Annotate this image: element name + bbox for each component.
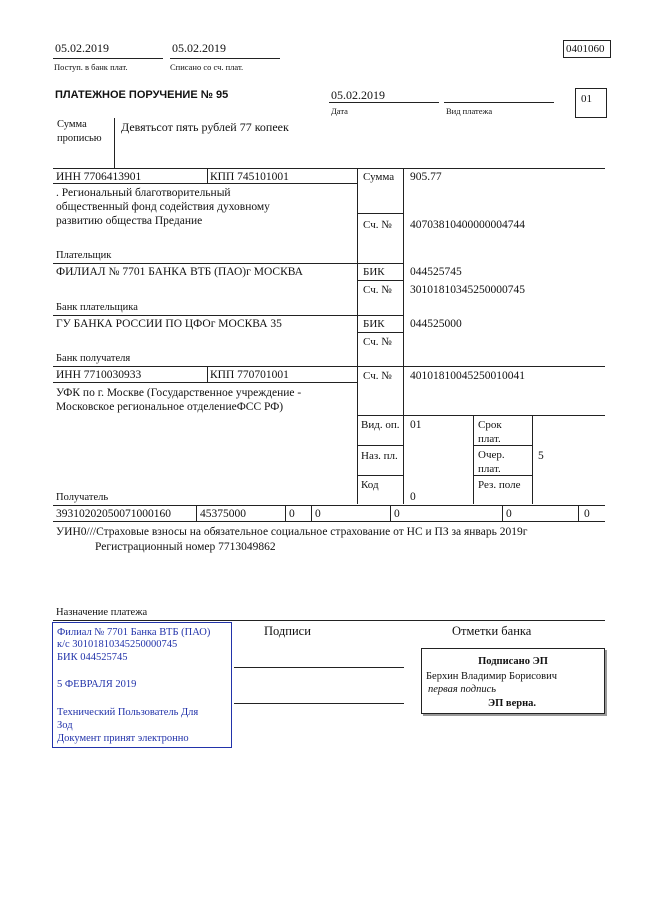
bank-marks-label: Отметки банка xyxy=(452,624,532,638)
bank-stamp-line: Зод xyxy=(57,720,73,731)
payer-account: 40703810400000004744 xyxy=(410,219,525,231)
order-date: 05.02.2019 xyxy=(331,88,385,102)
divider xyxy=(53,521,605,522)
payer-name: общественный фонд содействия духовному xyxy=(56,201,270,213)
op-type-label: Вид. оп. xyxy=(361,419,400,431)
divider xyxy=(357,168,358,504)
budget-field: 0 xyxy=(315,508,321,520)
payer-bank-bik: 044525745 xyxy=(410,266,462,278)
divider xyxy=(53,620,605,621)
status-code-box xyxy=(575,88,607,118)
priority-label: плат. xyxy=(478,463,501,475)
divider xyxy=(403,168,404,504)
op-type: 01 xyxy=(410,419,422,431)
amount-words-label: Сумма xyxy=(57,119,87,130)
esig-role: первая подпись xyxy=(428,684,497,695)
date-received: 05.02.2019 xyxy=(55,41,109,55)
payee-account: 40101810045250010041 xyxy=(410,370,525,382)
divider xyxy=(53,505,605,506)
amount-words-label: прописью xyxy=(57,133,102,144)
budget-field: 0 xyxy=(584,508,590,520)
budget-kbk: 39310202050071000160 xyxy=(56,508,171,520)
date-debited: 05.02.2019 xyxy=(172,41,226,55)
payee-bank-corr-label: Сч. № xyxy=(363,336,392,348)
divider xyxy=(532,415,533,504)
esig-title: Подписано ЭП xyxy=(478,656,548,667)
signature-line-1 xyxy=(234,667,404,668)
status-code: 01 xyxy=(581,93,592,105)
bank-stamp-line: БИК 044525745 xyxy=(57,652,128,663)
page-title: ПЛАТЕЖНОЕ ПОРУЧЕНИЕ № 95 xyxy=(55,89,229,101)
payee-bank-bik-label: БИК xyxy=(363,318,385,330)
electronic-signature-box xyxy=(421,648,605,714)
payee-bank-name: ГУ БАНКА РОССИИ ПО ЦФОг МОСКВА 35 xyxy=(56,318,282,330)
budget-field: 0 xyxy=(289,508,295,520)
esig-name: Берхин Владимир Борисович xyxy=(426,671,557,682)
divider xyxy=(114,118,115,168)
payment-purpose-label: Назначение платежа xyxy=(56,607,148,618)
divider xyxy=(170,58,280,59)
payer-account-label: Сч. № xyxy=(363,219,392,231)
payee-account-label: Сч. № xyxy=(363,370,392,382)
payer-bank-corr-label: Сч. № xyxy=(363,284,392,296)
priority-value: 5 xyxy=(538,450,544,462)
payment-type-label: Вид платежа xyxy=(446,106,493,116)
divider xyxy=(357,332,403,333)
divider xyxy=(285,505,286,521)
term-label: плат. xyxy=(478,433,501,445)
date-debited-label: Списано со сч. плат. xyxy=(170,62,244,72)
budget-field: 0 xyxy=(506,508,512,520)
payer-inn: ИНН 7706413901 xyxy=(56,171,142,183)
divider xyxy=(53,263,403,264)
bank-stamp-line: Технический Пользователь Для xyxy=(57,707,199,718)
divider xyxy=(53,168,605,169)
payer-kpp: КПП 745101001 xyxy=(210,171,289,183)
amount-words: Девятьсот пять рублей 77 копеек xyxy=(121,120,289,134)
payer-bank-name: ФИЛИАЛ № 7701 БАНКА ВТБ (ПАО)г МОСКВА xyxy=(56,266,303,278)
divider xyxy=(357,280,403,281)
divider xyxy=(196,505,197,521)
order-date-label: Дата xyxy=(331,106,348,116)
payee-name: Московское региональное отделениеФСС РФ) xyxy=(56,401,284,413)
signature-line-2 xyxy=(234,703,404,704)
divider xyxy=(357,415,605,416)
divider xyxy=(53,58,163,59)
payer-name: развитию общества Предание xyxy=(56,215,203,227)
signatures-label: Подписи xyxy=(264,624,311,638)
divider xyxy=(444,102,554,103)
bank-stamp-line: к/с 30101810345250000745 xyxy=(57,639,178,650)
budget-oktmo: 45375000 xyxy=(200,508,246,520)
divider xyxy=(53,366,605,367)
divider xyxy=(502,505,503,521)
divider xyxy=(357,475,403,476)
payee-name: УФК по г. Москве (Государственное учреждение - xyxy=(56,387,302,399)
divider xyxy=(357,445,403,446)
divider xyxy=(390,505,391,521)
payer-name: . Региональный благотворительный xyxy=(56,187,231,199)
priority-label: Очер. xyxy=(478,449,505,461)
code-label: Код xyxy=(361,479,379,491)
date-received-label: Поступ. в банк плат. xyxy=(54,62,128,72)
payee-bank-label: Банк получателя xyxy=(56,353,131,364)
budget-field: 0 xyxy=(394,508,400,520)
payer-amount: 905.77 xyxy=(410,171,442,183)
term-label: Срок xyxy=(478,419,502,431)
payment-purpose: УИН0///Страховые взносы на обязательное социальное страхование от НС и ПЗ за январь 2019г xyxy=(56,526,528,538)
payer-bank-corr-account: 30101810345250000745 xyxy=(410,284,525,296)
divider xyxy=(207,168,208,183)
payee-label: Получатель xyxy=(56,492,109,503)
payer-label: Плательщик xyxy=(56,250,112,261)
payee-inn: ИНН 7710030933 xyxy=(56,369,142,381)
divider xyxy=(578,505,579,521)
payer-bank-label: Банк плательщика xyxy=(56,302,138,313)
bank-stamp-line: Филиал № 7701 Банка ВТБ (ПАО) xyxy=(57,627,211,638)
payer-amount-label: Сумма xyxy=(363,171,395,183)
bank-stamp xyxy=(52,622,232,748)
divider xyxy=(311,505,312,521)
bank-stamp-date: 5 ФЕВРАЛЯ 2019 xyxy=(57,679,137,690)
payee-bank-bik: 044525000 xyxy=(410,318,462,330)
reserve-label: Рез. поле xyxy=(478,479,521,491)
payer-bank-bik-label: БИК xyxy=(363,266,385,278)
code-value: 0 xyxy=(410,491,416,503)
divider xyxy=(207,366,208,382)
divider xyxy=(329,102,439,103)
form-code-box xyxy=(563,40,611,58)
payment-purpose: Регистрационный номер 7713049862 xyxy=(95,541,276,553)
esig-verified: ЭП верна. xyxy=(488,698,537,709)
divider xyxy=(357,213,403,214)
payee-kpp: КПП 770701001 xyxy=(210,369,289,381)
divider xyxy=(53,315,403,316)
divider xyxy=(473,415,474,504)
divider xyxy=(53,382,357,383)
bank-stamp-line: Документ принят электронно xyxy=(57,733,189,744)
purpose-code-label: Наз. пл. xyxy=(361,450,398,462)
form-code: 0401060 xyxy=(566,43,605,55)
